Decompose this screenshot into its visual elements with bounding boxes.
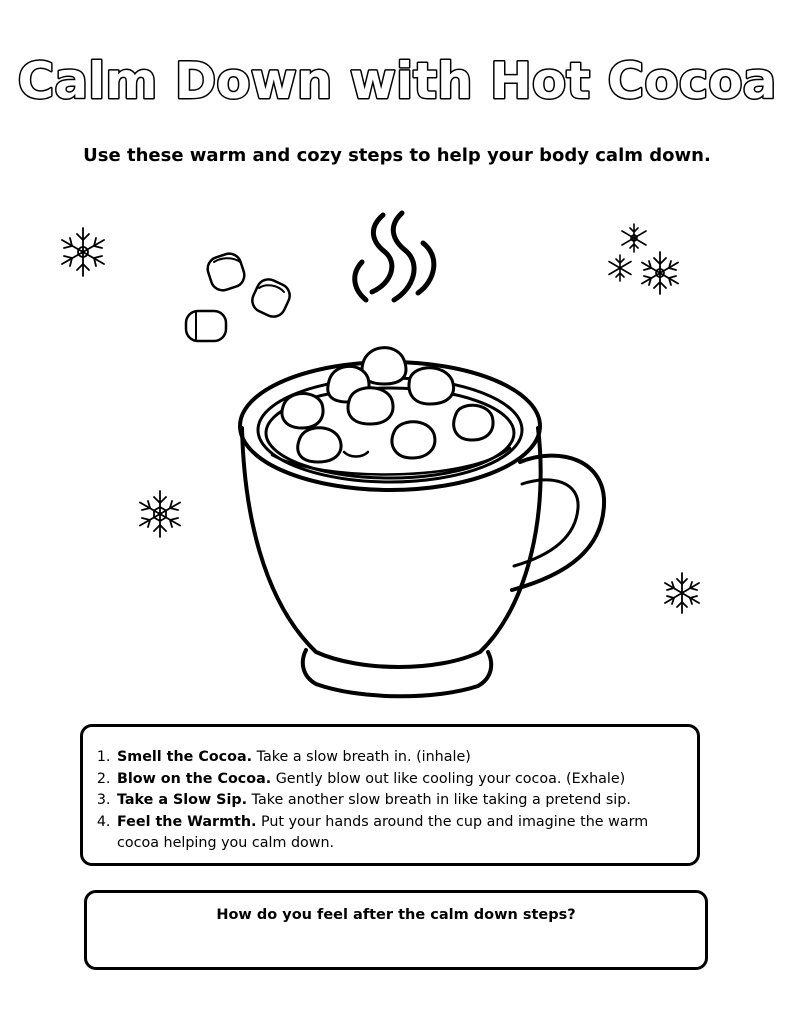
- page-title: [0, 30, 794, 120]
- subtitle: Use these warm and cozy steps to help your body calm down.: [83, 145, 711, 166]
- snowflake-icon: [140, 491, 180, 537]
- step-item: [115, 769, 685, 791]
- step-text: Put your hands around the cup and imagine the warm cocoa helping you calm down.: [117, 813, 649, 851]
- snowflake-icon: [62, 228, 104, 276]
- marshmallow-icon: [186, 251, 294, 341]
- hot-cocoa-mug-icon: [240, 348, 604, 697]
- steps-box: [80, 724, 700, 866]
- cocoa-illustration: [0, 195, 794, 715]
- reflection-box[interactable]: [84, 890, 708, 970]
- step-text: Gently blow out like cooling your cocoa. (Exhale): [271, 770, 626, 787]
- step-text: Take another slow breath in like taking a pretend sip.: [247, 792, 631, 808]
- snowflake-icon: [622, 224, 646, 252]
- step-text: Take a slow breath in. (inhale): [252, 749, 471, 765]
- step-label: Take a Slow Sip.: [117, 792, 248, 808]
- snowflake-icon: [609, 255, 631, 281]
- reflection-question: How do you feel after the calm down steps?: [216, 907, 576, 923]
- snowflake-icon: [665, 573, 699, 613]
- page-title-text: Calm Down with Hot Cocoa: [17, 52, 777, 110]
- step-item: [115, 790, 685, 812]
- steps-list: [97, 747, 685, 855]
- step-label: Smell the Cocoa.: [117, 749, 253, 765]
- step-label: Feel the Warmth.: [117, 813, 257, 830]
- snowflake-icon: [642, 252, 678, 294]
- step-item: [115, 747, 685, 769]
- steam-icon: [355, 213, 434, 300]
- step-item: [115, 812, 685, 855]
- step-label: Blow on the Cocoa.: [117, 770, 272, 787]
